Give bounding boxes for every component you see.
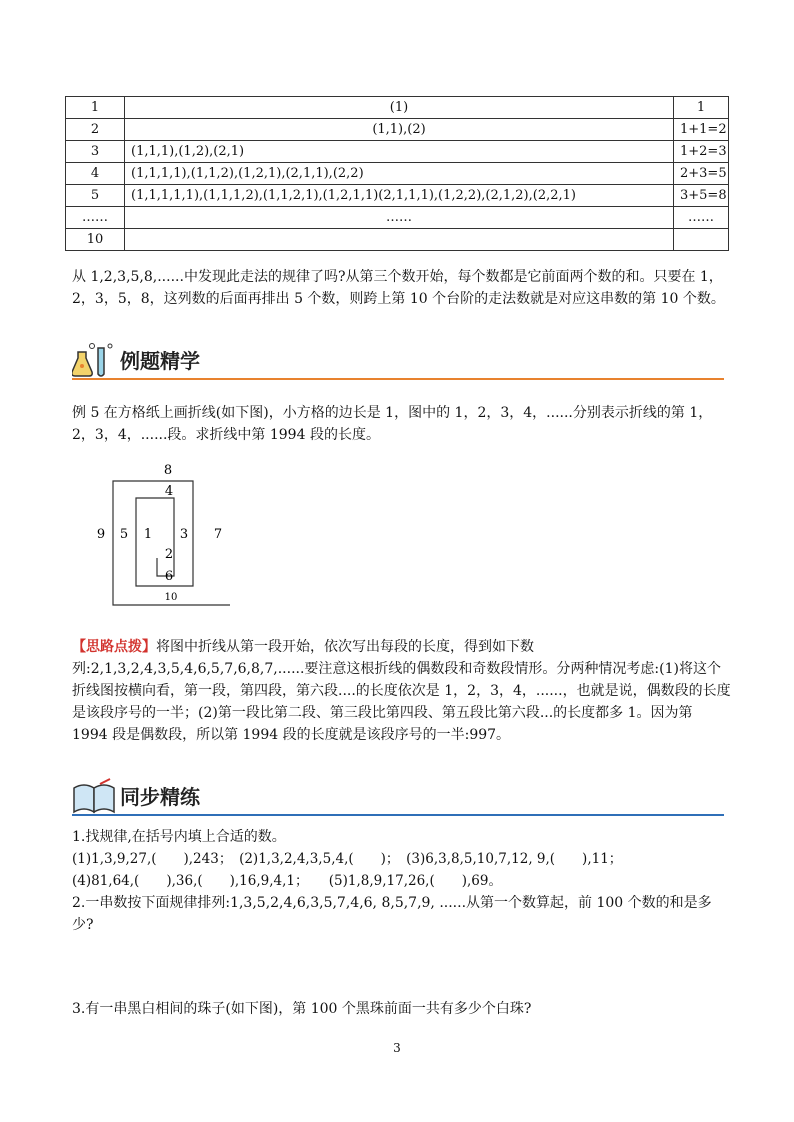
section-rule [72,378,724,380]
section-header-examples [72,340,724,380]
table-row [66,207,729,229]
total-cell: 1+1=2 [674,119,729,141]
total-cell [674,229,729,251]
exercise-1-title: 1.找规律,在括号内填上合适的数。 [72,829,286,845]
exercise-1-line-2: (4)81,64,( ),36,( ),16,9,4,1； (5)1,8,9,17,26,( ),69。 [72,873,502,889]
total-cell: 2+3=5 [674,163,729,185]
ways-cell: (1) [125,97,674,119]
ways-cell: (1,1,1,1,1),(1,1,1,2),(1,1,2,1),(1,2,1,1)(2,1,1,1),(1,2,2),(2,1,2),(2,2,1) [125,185,674,207]
label-2: 2 [164,547,174,562]
step-count-cell: 3 [66,141,125,163]
exercise-1-line-1: (1)1,3,9,27,( ),243； (2)1,3,2,4,3,5,4,( )； (3)6,3,8,5,10,7,12, 9,( ),11； [72,851,623,867]
ways-cell: (1,1),(2) [125,119,674,141]
label-10: 10 [164,592,178,603]
step-count-cell: 4 [66,163,125,185]
step-count-cell: 10 [66,229,125,251]
example-5-text: 例 5 在方格纸上画折线(如下图)，小方格的边长是 1，图中的 1，2，3，4，......分别表示折线的第 1，2，3，4，......段。求折线中第 1994 段的长度。 [72,405,713,443]
label-1: 1 [143,527,153,542]
ways-cell: …… [125,207,674,229]
table-row [66,119,729,141]
step-count-cell: 5 [66,185,125,207]
section-title: 同步精练 [120,785,200,809]
ways-cell: (1,1,1),(1,2),(2,1) [125,141,674,163]
section-header-practice [72,776,724,816]
intro-paragraph: 从 1,2,3,5,8,......中发现此走法的规律了吗?从第三个数开始，每个数都是它前面两个数的和。只要在 1，2，3，5，8，这列数的后面再排出 5 个数，则跨上第 10 个台阶的走法数就是对应这串数的第 10 个数。 [72,269,725,307]
label-4: 4 [164,484,174,499]
table-row [66,141,729,163]
section-rule [72,814,724,816]
table-row [66,185,729,207]
hint-text: 将图中折线从第一段开始，依次写出每段的长度，得到如下数列:2,1,3,2,4,3,5,4,6,5,7,6,8,7,......要注意这根折线的偶数段和奇数段情形。分两种情况考虑:(1)将这个折线图按横向看，第一段，第四段，第六段....的长度依次是 1，2，3，4，......，也就是说，偶数段的长度是该段序号的一半；(2)第一段比第二段、第三段比第四段、第五段比第六段...的长度都多 1。因为第 1994 段是偶数段，所以第 1994 段的长度就是该段序号的一半:997。 [72,639,731,743]
total-cell: 1 [674,97,729,119]
table-row [66,229,729,251]
page-number: 3 [393,1041,401,1055]
total-cell: 3+5=8 [674,185,729,207]
step-count-cell: 1 [66,97,125,119]
step-count-cell: 2 [66,119,125,141]
exercise-2: 2.一串数按下面规律排列:1,3,5,2,4,6,3,5,7,4,6, 8,5,7,9, ......从第一个数算起，前 100 个数的和是多少? [72,895,712,933]
ways-cell [125,229,674,251]
section-title: 例题精学 [120,349,200,373]
step-count-cell: …… [66,207,125,229]
label-9: 9 [96,527,106,542]
total-cell: 1+2=3 [674,141,729,163]
hint-tag: 【思路点拨】 [72,639,156,655]
steps-table [65,96,729,251]
zigzag-figure [88,458,238,608]
label-8: 8 [163,463,173,478]
hint-paragraph [72,636,732,746]
label-3: 3 [179,527,189,542]
label-5: 5 [119,527,129,542]
label-6: 6 [164,569,174,584]
exercise-3: 3.有一串黑白相间的珠子(如下图)，第 100 个黑珠前面一共有多少个白珠? [72,1001,532,1017]
ways-cell: (1,1,1,1),(1,1,2),(1,2,1),(2,1,1),(2,2) [125,163,674,185]
table-row [66,163,729,185]
label-7: 7 [213,527,223,542]
total-cell: …… [674,207,729,229]
table-row [66,97,729,119]
